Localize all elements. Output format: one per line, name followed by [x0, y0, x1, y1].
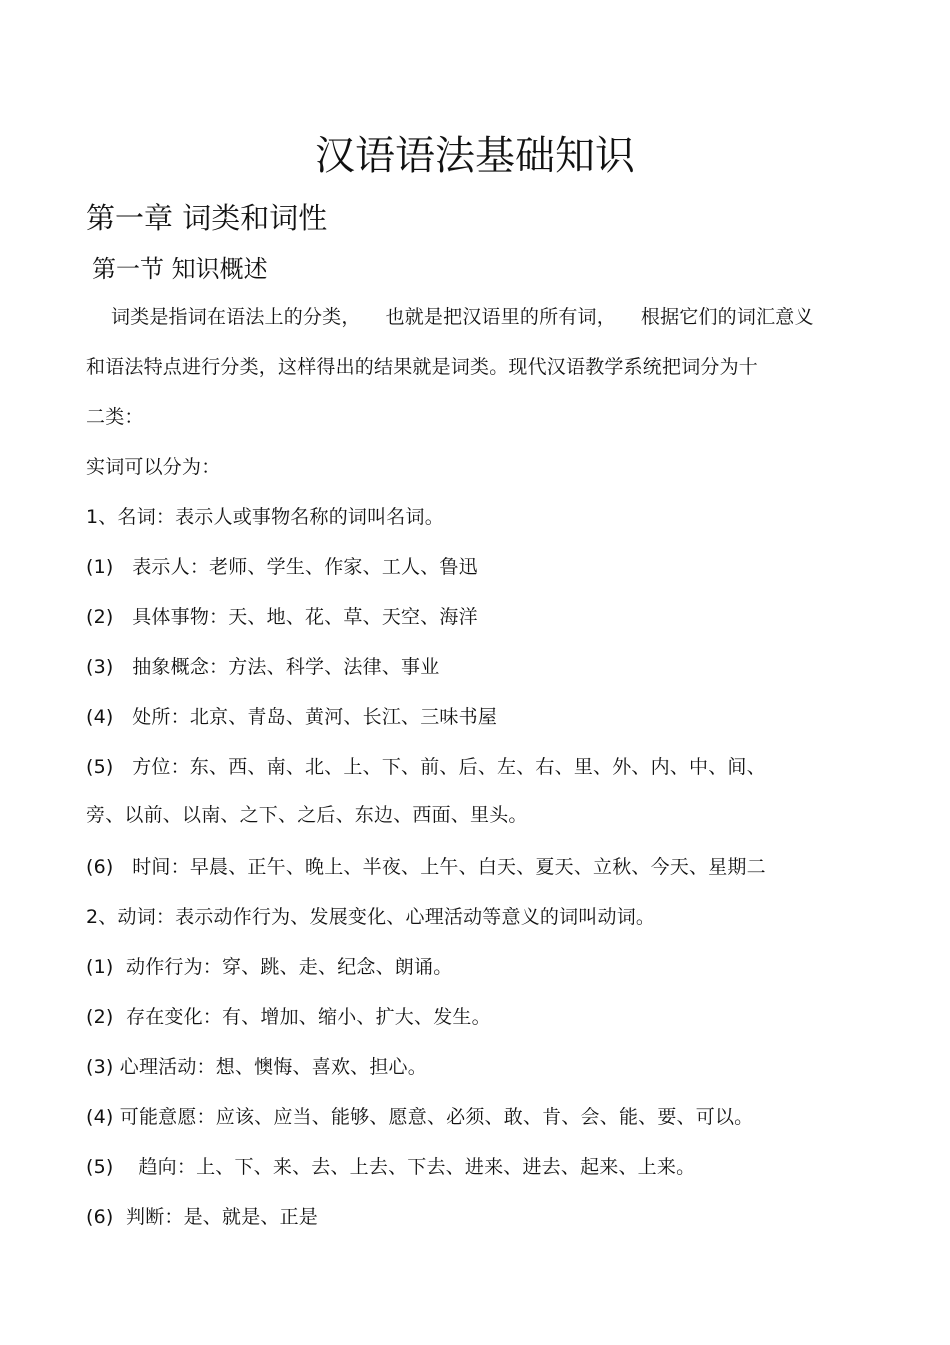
list-item: (6) 时间：早晨、正午、晚上、半夜、上午、白天、夏天、立秋、今天、星期二: [86, 856, 766, 878]
list-item: (3) 抽象概念：方法、科学、法律、事业: [86, 656, 440, 678]
section-heading: 第一节 知识概述: [92, 255, 268, 283]
body-line: 二类：: [86, 406, 144, 428]
list-item: (6) 判断：是、就是、正是: [86, 1206, 318, 1228]
body-line: 1、名词：表示人或事物名称的词叫名词。: [86, 506, 444, 528]
list-item: (4) 处所：北京、青岛、黄河、长江、三味书屋: [86, 706, 498, 728]
document-title: 汉语语法基础知识: [315, 133, 635, 179]
list-item: (4) 可能意愿：应该、应当、能够、愿意、必须、敢、肯、会、能、要、可以。: [86, 1106, 754, 1128]
body-line: 词类是指词在语法上的分类， 也就是把汉语里的所有词， 根据它们的词汇意义: [86, 306, 814, 328]
list-item: (5) 趋向：上、下、来、去、上去、下去、进来、进去、起来、上来。: [86, 1156, 696, 1178]
list-item: (1) 表示人：老师、学生、作家、工人、鲁迅: [86, 556, 478, 578]
list-item: 旁、以前、以南、之下、之后、东边、西面、里头。: [86, 804, 528, 826]
list-item: (3) 心理活动：想、懊悔、喜欢、担心。: [86, 1056, 427, 1078]
body-line: 2、动词：表示动作行为、发展变化、心理活动等意义的词叫动词。: [86, 906, 656, 928]
body-line: 实词可以分为：: [86, 456, 221, 478]
list-item: (1) 动作行为：穿、跳、走、纪念、朗诵。: [86, 956, 453, 978]
list-item: (2) 存在变化：有、增加、缩小、扩大、发生。: [86, 1006, 491, 1028]
list-item: (5) 方位：东、西、南、北、上、下、前、后、左、右、里、外、内、中、间、: [86, 756, 766, 778]
body-line: 和语法特点进行分类，这样得出的结果就是词类。现代汉语教学系统把词分为十: [86, 356, 759, 378]
chapter-heading: 第一章 词类和词性: [86, 201, 328, 235]
list-item: (2) 具体事物：天、地、花、草、天空、海洋: [86, 606, 478, 628]
